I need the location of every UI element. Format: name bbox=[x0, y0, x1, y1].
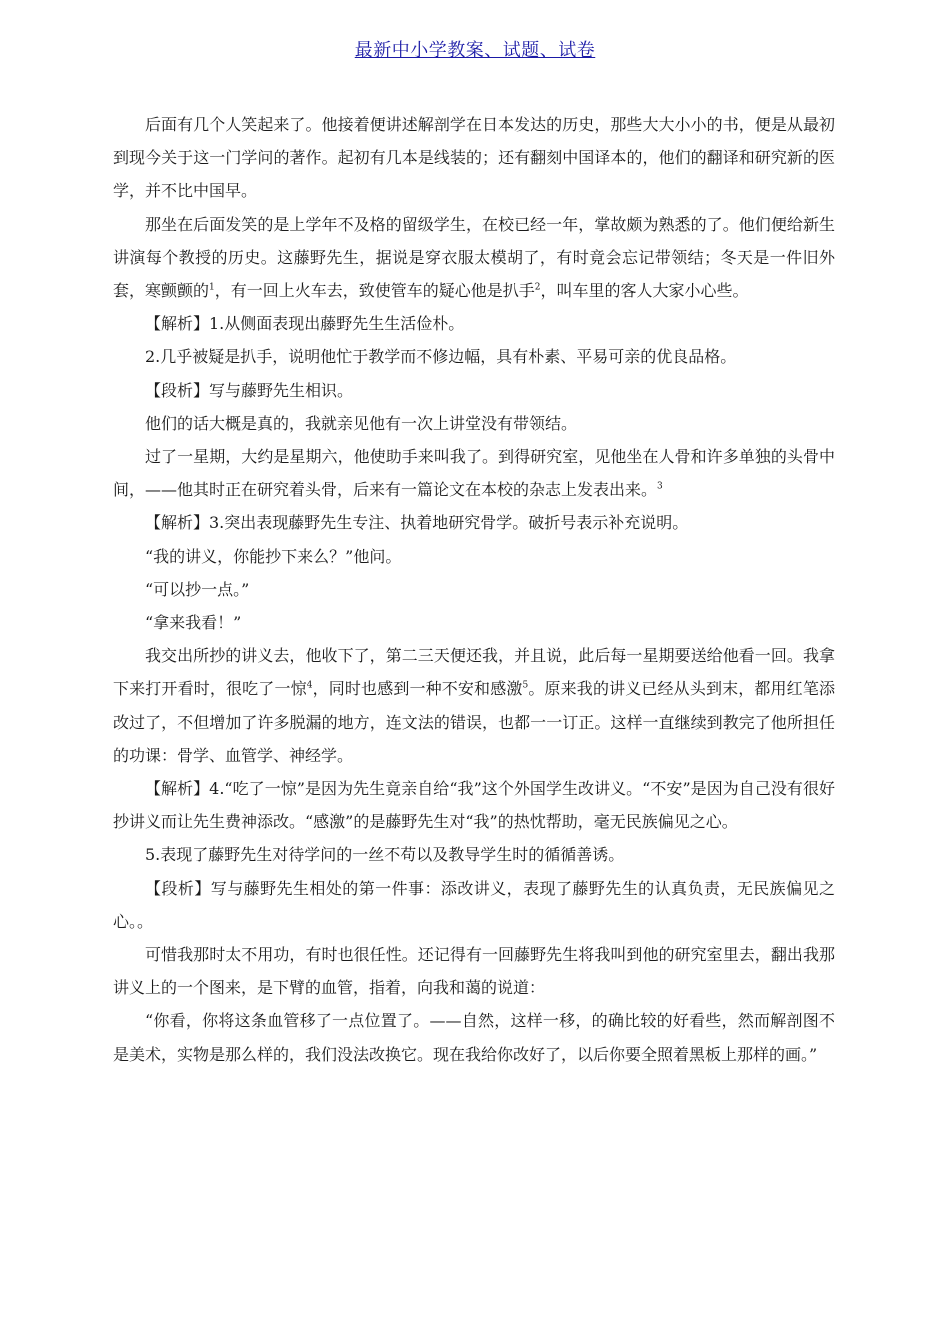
paragraph-text: ，有一回上火车去，致使管车的疑心他是扒手 bbox=[214, 281, 535, 301]
footnote-marker: 5 bbox=[522, 681, 529, 692]
analysis-note: 5.表现了藤野先生对待学问的一丝不苟以及教导学生时的循循善诱。 bbox=[145, 845, 625, 865]
paragraph-text: ，叫车里的客人大家小心些。 bbox=[540, 281, 749, 301]
dialogue-line: “我的讲义，你能抄下来么？”他问。 bbox=[145, 546, 402, 566]
paragraph-text: 那坐在后面发笑的是上学年不及格的留级学生，在校已经一年，掌故颇为熟悉的了。他们便给新生讲演每个教授的历史。这藤野先生，据说是穿衣服太模胡了，有时竟会忘记带领结；冬天是一件旧外套，寒颤颤的 bbox=[113, 214, 835, 301]
document-body bbox=[113, 108, 835, 1071]
paragraph-text: 过了一星期，大约是星期六，他使助手来叫我了。到得研究室，见他坐在人骨和许多单独的头骨中间，——他其时正在研究着头骨，后来有一篇论文在本校的杂志上发表出来。 bbox=[113, 447, 835, 500]
dialogue-line: “可以抄一点。” bbox=[145, 579, 250, 599]
footnote-marker: 4 bbox=[306, 681, 313, 692]
dialogue-line: “拿来我看！” bbox=[145, 613, 242, 633]
paragraph-text: 我交出所抄的讲义去，他收下了，第二三天便还我，并且说，此后每一星期要送给他看一回。我拿下来打开看时，很吃了一惊 bbox=[113, 646, 835, 699]
analysis-note: 【解析】1.从侧面表现出藤野先生生活俭朴。 bbox=[145, 314, 465, 334]
paragraph bbox=[113, 639, 835, 772]
paragraph: 后面有几个人笑起来了。他接着便讲述解剖学在日本发达的历史，那些大大小小的书，便是从最初到现今关于这一门学问的著作。起初有几本是线装的；还有翻刻中国译本的，他们的翻译和研究新的医学，并不比中国早。 bbox=[113, 115, 835, 201]
section-analysis: 【段析】写与藤野先生相识。 bbox=[145, 380, 354, 400]
section-analysis: 【段析】写与藤野先生相处的第一件事：添改讲义，表现了藤野先生的认真负责，无民族偏见之心。。 bbox=[113, 878, 835, 931]
paragraph bbox=[113, 208, 835, 308]
header-link[interactable]: 最新中小学教案、试题、试卷 bbox=[354, 40, 596, 61]
paragraph: 可惜我那时太不用功，有时也很任性。还记得有一回藤野先生将我叫到他的研究室里去，翻出我那讲义上的一个图来，是下臂的血管，指着，向我和蔼的说道： bbox=[113, 945, 835, 998]
page-header bbox=[0, 36, 950, 62]
paragraph: 他们的话大概是真的，我就亲见他有一次上讲堂没有带领结。 bbox=[145, 413, 578, 433]
footnote-marker: 3 bbox=[657, 481, 663, 492]
analysis-note: 【解析】4.“吃了一惊”是因为先生竟亲自给“我”这个外国学生改讲义。“不安”是因为自己没有很好抄讲义而让先生费神添改。“感激”的是藤野先生对“我”的热忱帮助，毫无民族偏见之心。 bbox=[113, 779, 835, 832]
analysis-note: 2.几乎被疑是扒手，说明他忙于教学而不修边幅，具有朴素、平易可亲的优良品格。 bbox=[145, 347, 737, 367]
paragraph-text: ，同时也感到一种不安和感激 bbox=[312, 679, 523, 699]
paragraph-text: 。原来我的讲义已经从头到末，都用红笔添改过了，不但增加了许多脱漏的地方，连文法的错误，也都一一订正。这样一直继续到教完了他所担任的功课：骨学、血管学、神经学。 bbox=[113, 679, 835, 765]
dialogue-line: “你看，你将这条血管移了一点位置了。——自然，这样一移，的确比较的好看些，然而解剖图不是美术，实物是那么样的，我们没法改换它。现在我给你改好了，以后你要全照着黑板上那样的画。” bbox=[113, 1011, 835, 1064]
paragraph bbox=[113, 440, 835, 506]
footnote-marker: 2 bbox=[534, 282, 541, 293]
analysis-note: 【解析】3.突出表现藤野先生专注、执着地研究骨学。破折号表示补充说明。 bbox=[145, 513, 689, 533]
footnote-marker: 1 bbox=[209, 282, 215, 293]
